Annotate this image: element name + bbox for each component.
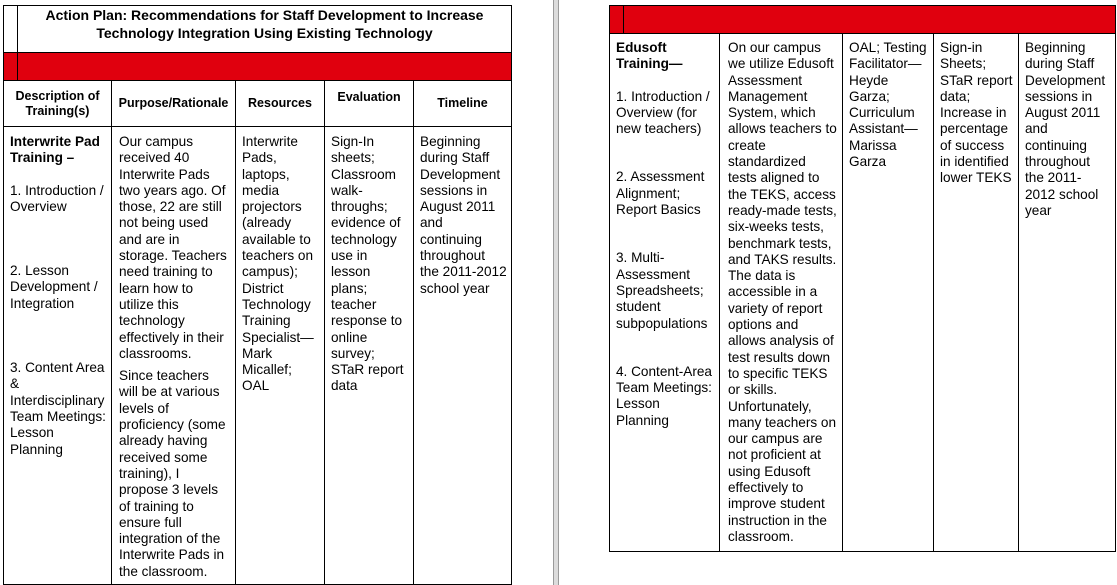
left-page xyxy=(0,0,553,585)
timeline-cell xyxy=(1019,34,1116,552)
header-resources: Resources xyxy=(236,81,325,127)
evaluation-text: Sign-in Sheets; STaR report data; Increase in percentage of success in identified lower TEKS xyxy=(940,40,1013,186)
training-item-2: 2. Assessment Alignment; Report Basics xyxy=(616,169,705,218)
red-bar-cap xyxy=(610,6,624,34)
page-title: Action Plan: Recommendations for Staff Development to Increase Technology Integration Using Existing Technology xyxy=(18,6,512,53)
training-item-3: 3. Multi-Assessment Spreadsheets; student subpopulations xyxy=(616,250,708,331)
purpose-paragraph-2: Since teachers will be at various levels of proficiency (some already having received some training), I propose 3 levels of training to ensure full integration of the Interwrite Pads in the classroom. xyxy=(119,368,226,579)
right-page xyxy=(559,0,1117,585)
red-header-bar xyxy=(18,53,512,81)
training-item-4: 4. Content-Area Team Meetings: Lesson Planning xyxy=(616,363,712,428)
description-cell xyxy=(610,34,720,552)
description-cell xyxy=(4,127,112,585)
training-item-1: 1. Introduction / Overview (for new teachers) xyxy=(616,88,710,137)
resources-text: Interwrite Pads, laptops, media projectors (already available to teachers on campus); District Technology Training Specialist—Mark Micallef; OAL xyxy=(242,134,314,394)
resources-text: OAL; Testing Facilitator—Heyde Garza; Curriculum Assistant—Marissa Garza xyxy=(849,40,927,170)
header-purpose: Purpose/Rationale xyxy=(112,81,236,127)
right-action-plan-table xyxy=(609,5,1116,552)
training-heading: Interwrite Pad Training – xyxy=(10,134,100,166)
training-item-1: 1. Introduction / Overview xyxy=(10,182,104,214)
title-gutter xyxy=(4,6,18,53)
evaluation-cell xyxy=(934,34,1019,552)
red-header-bar xyxy=(624,6,1116,34)
timeline-text: Beginning during Staff Development sessions in August 2011 and continuing throughout the 2011-2012 school year xyxy=(420,134,507,296)
training-heading: Edusoft Training— xyxy=(616,40,683,72)
resources-cell xyxy=(843,34,934,552)
header-description: Description of Training(s) xyxy=(4,81,112,127)
red-bar-cap xyxy=(4,53,18,81)
purpose-paragraph-1: Our campus received 40 Interwrite Pads two years ago. Of those, 22 are still not being used and are in storage. Teachers need training to learn how to utilize this technology effectively in their classrooms. xyxy=(119,134,227,361)
left-action-plan-table xyxy=(3,5,512,585)
purpose-text: On our campus we utilize Edusoft Assessment Management System, which allows teachers to create standardized tests aligned to the TEKS, access ready-made tests, six-weeks tests, benchmark tests, and TAKS results. The data is accessible in a variety of report options and allows analysis of test results down to specific TEKS or skills. Unfortunately, many teachers on our campus are not proficient at using Edusoft effectively to improve student instruction in the classroom. xyxy=(728,40,837,544)
evaluation-text: Sign-In sheets; Classroom walk-throughs; evidence of technology use in lesson plans; teacher response to online survey; STaR report data xyxy=(331,134,404,394)
purpose-cell xyxy=(720,34,843,552)
timeline-cell xyxy=(414,127,512,585)
resources-cell xyxy=(236,127,325,585)
header-evaluation: Evaluation xyxy=(325,81,414,127)
training-item-3: 3. Content Area & Interdisciplinary Team Meetings: Lesson Planning xyxy=(10,360,106,457)
header-timeline: Timeline xyxy=(414,81,512,127)
timeline-text: Beginning during Staff Development sessions in August 2011 and continuing throughout the 2011-2012 school year xyxy=(1025,40,1106,218)
evaluation-cell xyxy=(325,127,414,585)
training-item-2: 2. Lesson Development / Integration xyxy=(10,263,98,311)
purpose-cell xyxy=(112,127,236,585)
